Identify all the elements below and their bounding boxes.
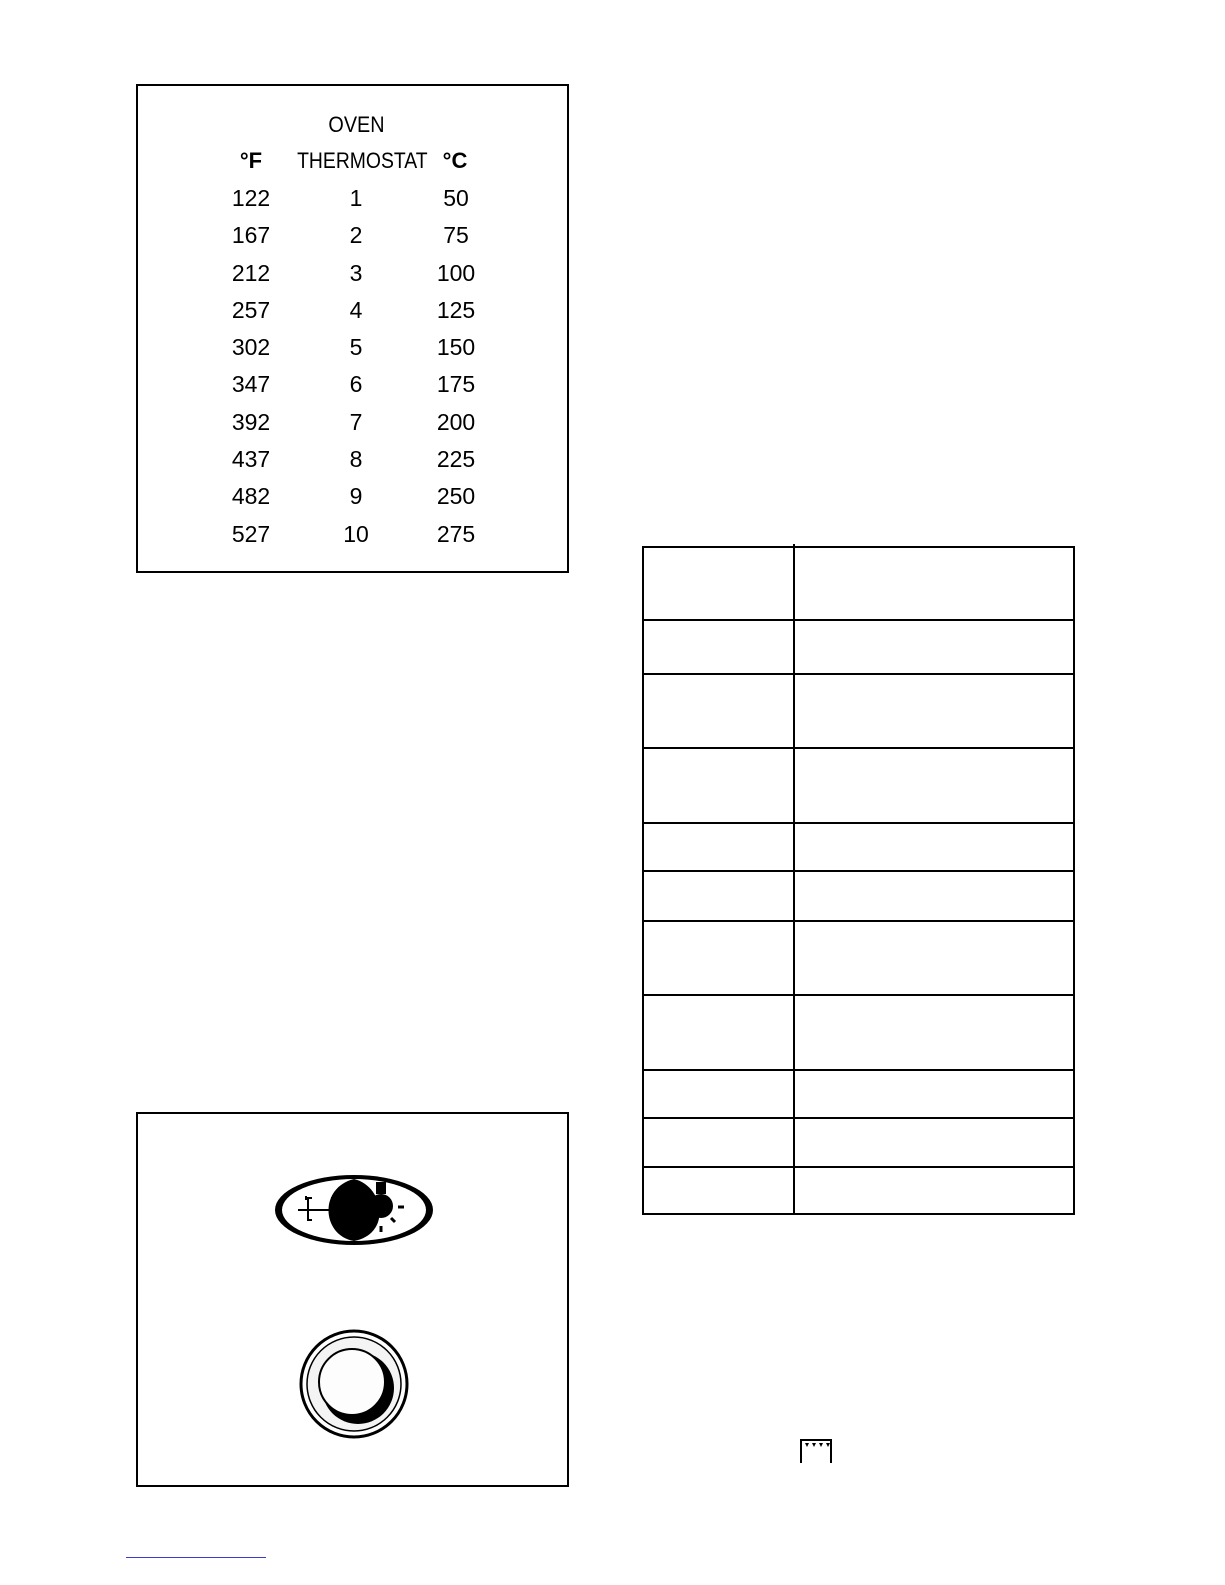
thermostat-row (138, 330, 567, 367)
column-divider (793, 544, 795, 1213)
table-row (644, 1117, 1073, 1119)
thermostat-row (138, 517, 567, 554)
thermostat-row (138, 293, 567, 330)
footer-link-line[interactable] (126, 1557, 266, 1558)
thermostat-setting: 5 (349, 334, 363, 361)
control-knob-icon[interactable] (298, 1328, 410, 1440)
celsius-value: 275 (436, 520, 476, 547)
thermostat-row (138, 367, 567, 404)
table-row (644, 870, 1073, 872)
fahrenheit-value: 167 (231, 222, 271, 249)
celsius-value: 100 (436, 259, 476, 286)
celsius-value: 250 (436, 483, 476, 510)
table-title: OVEN (328, 112, 385, 137)
fahrenheit-value: 122 (231, 185, 271, 211)
table-row (644, 747, 1073, 749)
thermostat-header: THERMOSTAT (297, 148, 428, 173)
thermostat-row (138, 479, 567, 516)
thermostat-setting: 8 (349, 446, 363, 473)
thermostat-setting: 10 (343, 520, 369, 547)
celsius-value: 175 (436, 371, 476, 398)
fahrenheit-value: 257 (231, 296, 271, 323)
celsius-value: 225 (436, 446, 476, 473)
celsius-header: °C (442, 148, 468, 173)
thermostat-row (138, 405, 567, 442)
fahrenheit-value: 482 (231, 483, 271, 510)
thermostat-rows (138, 181, 567, 554)
thermostat-setting: 1 (349, 185, 363, 211)
oven-light-symbol-icon (274, 1174, 434, 1246)
thermostat-setting: 9 (349, 483, 363, 510)
celsius-value: 50 (443, 185, 469, 211)
celsius-value: 150 (436, 334, 476, 361)
oven-top-heat-icon (799, 1438, 833, 1464)
fahrenheit-value: 302 (231, 334, 271, 361)
celsius-value: 125 (436, 296, 476, 323)
fahrenheit-value: 347 (231, 371, 271, 398)
thermostat-conversion-box (136, 84, 569, 573)
thermostat-setting: 2 (349, 222, 363, 249)
celsius-value: 200 (436, 408, 476, 435)
table-row (644, 619, 1073, 621)
table-row (644, 822, 1073, 824)
thermostat-row (138, 181, 567, 218)
fahrenheit-value: 392 (231, 408, 271, 435)
thermostat-row (138, 218, 567, 255)
table-row (644, 1069, 1073, 1071)
thermostat-setting: 6 (349, 371, 363, 398)
table-row (644, 673, 1073, 675)
fahrenheit-value: 212 (231, 259, 271, 286)
thermostat-setting: 3 (349, 259, 363, 286)
table-row (644, 920, 1073, 922)
fahrenheit-value: 527 (231, 520, 271, 547)
fahrenheit-header: °F (239, 148, 263, 173)
table-row (644, 994, 1073, 996)
thermostat-row (138, 442, 567, 479)
celsius-value: 75 (443, 222, 469, 249)
table-row (644, 1166, 1073, 1168)
blank-table (642, 546, 1075, 1215)
fahrenheit-value: 437 (231, 446, 271, 473)
thermostat-setting: 7 (349, 408, 363, 435)
thermostat-row (138, 256, 567, 293)
control-panel-box (136, 1112, 569, 1487)
thermostat-setting: 4 (349, 296, 363, 323)
